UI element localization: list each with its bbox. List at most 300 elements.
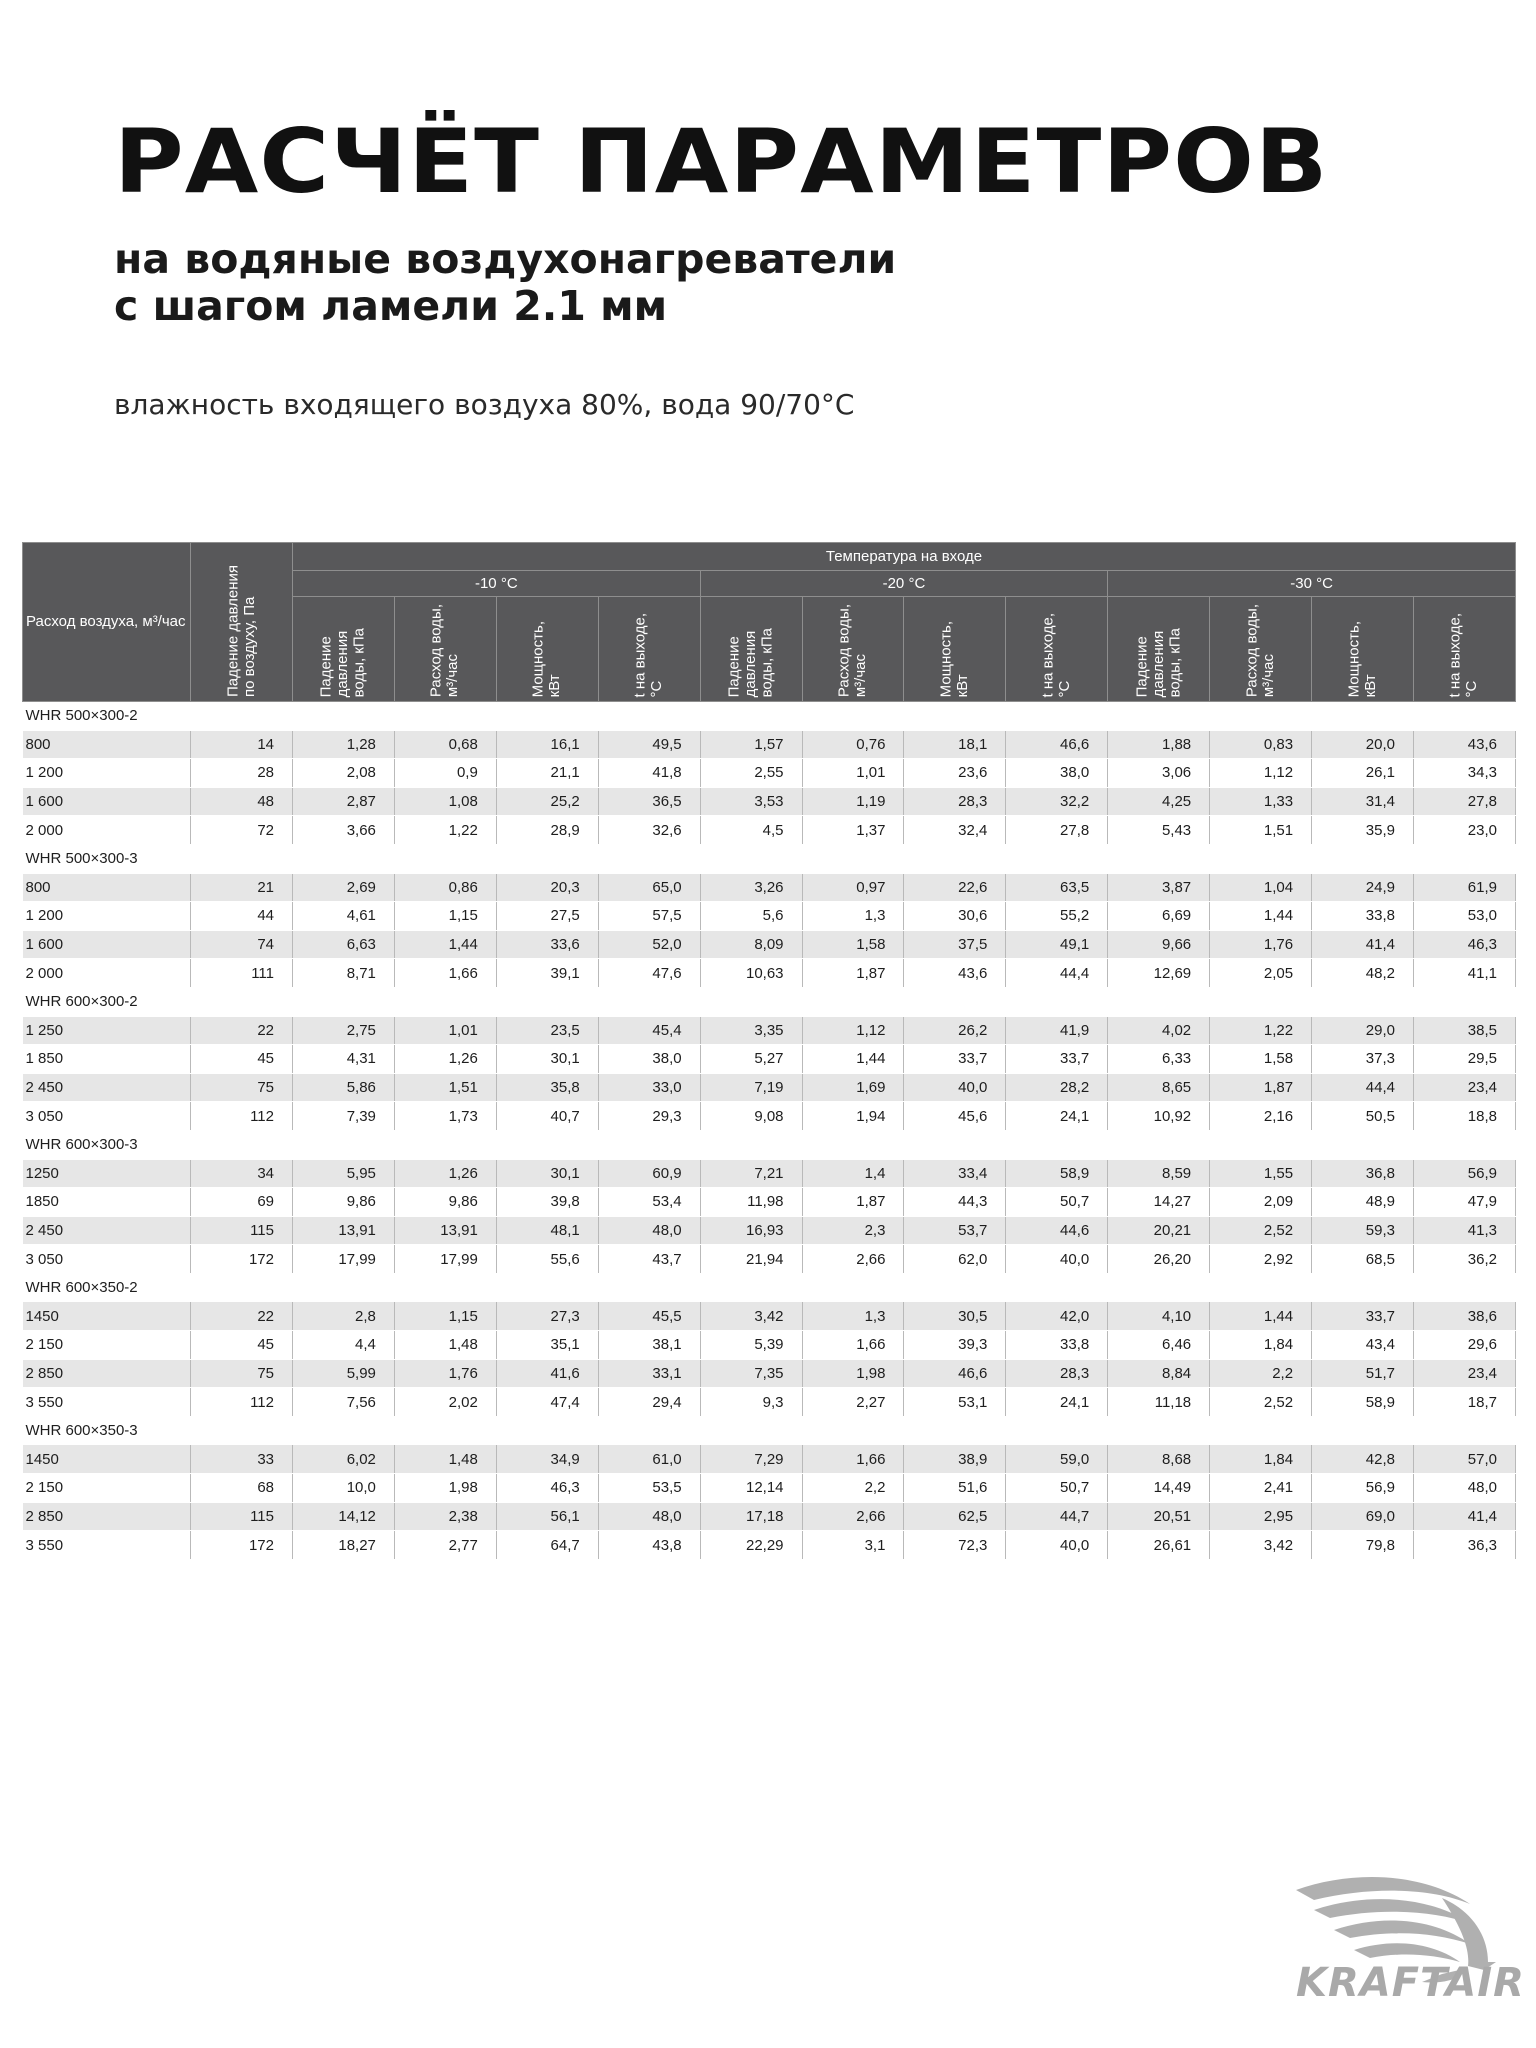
airflow-cell: 2 450 (23, 1073, 191, 1102)
value-cell: 72,3 (904, 1531, 1006, 1560)
sub-header-line: t на выходе, (1039, 612, 1057, 697)
value-cell: 0,83 (1210, 730, 1312, 759)
value-cell: 59,3 (1312, 1216, 1414, 1245)
value-cell: 2,77 (394, 1531, 496, 1560)
sub-header-line: °C (648, 680, 666, 697)
sub-header-line: воды, кПа (350, 627, 368, 697)
value-cell: 23,4 (1413, 1359, 1515, 1388)
value-cell: 62,5 (904, 1502, 1006, 1531)
value-cell: 24,9 (1312, 873, 1414, 902)
sub-header-line: Падение (317, 635, 335, 697)
value-cell: 44,4 (1006, 959, 1108, 988)
value-cell: 1,01 (394, 1016, 496, 1045)
model-name: WHR 600×300-3 (23, 1130, 1516, 1159)
value-cell: 75 (191, 1359, 293, 1388)
value-cell: 4,61 (293, 902, 395, 931)
value-cell: 63,5 (1006, 873, 1108, 902)
value-cell: 74 (191, 930, 293, 959)
value-cell: 33,7 (1006, 1045, 1108, 1074)
value-cell: 5,27 (700, 1045, 802, 1074)
value-cell: 2,2 (802, 1474, 904, 1503)
value-cell: 3,66 (293, 816, 395, 845)
value-cell: 6,69 (1108, 902, 1210, 931)
value-cell: 49,1 (1006, 930, 1108, 959)
airflow-cell: 2 450 (23, 1216, 191, 1245)
value-cell: 1,48 (394, 1331, 496, 1360)
value-cell: 45 (191, 1331, 293, 1360)
value-cell: 5,95 (293, 1159, 395, 1188)
header-power-minus-20 (904, 597, 1006, 702)
sub-header-line: м³/час (1259, 653, 1277, 697)
value-cell: 36,2 (1413, 1245, 1515, 1274)
page-subtitle (114, 236, 896, 330)
value-cell: 1,87 (802, 959, 904, 988)
value-cell: 39,1 (496, 959, 598, 988)
table-row (23, 1188, 1516, 1217)
airflow-cell: 1 250 (23, 1016, 191, 1045)
value-cell: 28,3 (904, 787, 1006, 816)
value-cell: 16,93 (700, 1216, 802, 1245)
value-cell: 2,66 (802, 1245, 904, 1274)
value-cell: 4,5 (700, 816, 802, 845)
model-name: WHR 500×300-3 (23, 844, 1516, 873)
value-cell: 6,63 (293, 930, 395, 959)
brand-logo-text: KRAFTAIR (1296, 1960, 1525, 2006)
airflow-cell: 2 850 (23, 1502, 191, 1531)
value-cell: 24,1 (1006, 1388, 1108, 1417)
value-cell: 48,1 (496, 1216, 598, 1245)
value-cell: 0,76 (802, 730, 904, 759)
sub-header-line: °C (1055, 680, 1073, 697)
value-cell: 8,09 (700, 930, 802, 959)
sub-header-line: кВт (1361, 674, 1379, 697)
value-cell: 25,2 (496, 787, 598, 816)
value-cell: 1,44 (802, 1045, 904, 1074)
header-water-pressure-drop-minus-20 (700, 597, 802, 702)
header-temp-minus-10: -10 °C (293, 571, 701, 597)
value-cell: 10,63 (700, 959, 802, 988)
value-cell: 50,7 (1006, 1188, 1108, 1217)
value-cell: 1,73 (394, 1102, 496, 1131)
value-cell: 1,58 (1210, 1045, 1312, 1074)
value-cell: 41,1 (1413, 959, 1515, 988)
value-cell: 46,6 (1006, 730, 1108, 759)
value-cell: 11,98 (700, 1188, 802, 1217)
value-cell: 3,06 (1108, 759, 1210, 788)
model-group-row (23, 987, 1516, 1016)
value-cell: 2,41 (1210, 1474, 1312, 1503)
value-cell: 61,9 (1413, 873, 1515, 902)
value-cell: 1,4 (802, 1159, 904, 1188)
header-air-pressure-drop-line-1: Падение давления (224, 565, 241, 697)
value-cell: 14,49 (1108, 1474, 1210, 1503)
value-cell: 111 (191, 959, 293, 988)
value-cell: 38,9 (904, 1445, 1006, 1474)
value-cell: 33,4 (904, 1159, 1006, 1188)
value-cell: 9,86 (394, 1188, 496, 1217)
table-row (23, 1045, 1516, 1074)
subtitle-line-2: с шагом ламели 2.1 мм (114, 282, 668, 331)
value-cell: 7,19 (700, 1073, 802, 1102)
airflow-cell: 800 (23, 730, 191, 759)
value-cell: 32,2 (1006, 787, 1108, 816)
value-cell: 68,5 (1312, 1245, 1414, 1274)
value-cell: 40,0 (1006, 1245, 1108, 1274)
value-cell: 7,29 (700, 1445, 802, 1474)
value-cell: 48,0 (598, 1216, 700, 1245)
value-cell: 4,31 (293, 1045, 395, 1074)
value-cell: 44,6 (1006, 1216, 1108, 1245)
airflow-cell: 1450 (23, 1445, 191, 1474)
value-cell: 69 (191, 1188, 293, 1217)
header-power-minus-30 (1312, 597, 1414, 702)
value-cell: 4,25 (1108, 787, 1210, 816)
table-row (23, 1474, 1516, 1503)
value-cell: 8,65 (1108, 1073, 1210, 1102)
value-cell: 1,66 (802, 1445, 904, 1474)
value-cell: 20,21 (1108, 1216, 1210, 1245)
value-cell: 1,87 (1210, 1073, 1312, 1102)
value-cell: 1,3 (802, 1302, 904, 1331)
airflow-cell: 2 150 (23, 1331, 191, 1360)
header-temp-minus-30: -30 °C (1108, 571, 1516, 597)
value-cell: 1,98 (802, 1359, 904, 1388)
value-cell: 57,5 (598, 902, 700, 931)
subtitle-line-1: на водяные воздухонагреватели (114, 235, 897, 283)
value-cell: 48,2 (1312, 959, 1414, 988)
value-cell: 38,0 (1006, 759, 1108, 788)
value-cell: 9,86 (293, 1188, 395, 1217)
value-cell: 29,5 (1413, 1045, 1515, 1074)
value-cell: 33,8 (1006, 1331, 1108, 1360)
value-cell: 2,69 (293, 873, 395, 902)
value-cell: 30,5 (904, 1302, 1006, 1331)
table-row (23, 1331, 1516, 1360)
airflow-cell: 2 850 (23, 1359, 191, 1388)
sub-header-line: °C (1463, 680, 1481, 697)
value-cell: 4,4 (293, 1331, 395, 1360)
page-title: РАСЧЁТ ПАРАМЕТРОВ (114, 110, 1329, 213)
value-cell: 6,33 (1108, 1045, 1210, 1074)
value-cell: 69,0 (1312, 1502, 1414, 1531)
table-row (23, 1245, 1516, 1274)
sub-header-line: Расход воды, (427, 603, 445, 697)
sub-header-line: кВт (953, 674, 971, 697)
value-cell: 3,42 (700, 1302, 802, 1331)
value-cell: 2,3 (802, 1216, 904, 1245)
value-cell: 26,1 (1312, 759, 1414, 788)
value-cell: 33,6 (496, 930, 598, 959)
value-cell: 41,8 (598, 759, 700, 788)
table-row (23, 959, 1516, 988)
value-cell: 29,4 (598, 1388, 700, 1417)
value-cell: 38,0 (598, 1045, 700, 1074)
value-cell: 2,38 (394, 1502, 496, 1531)
airflow-cell: 2 000 (23, 959, 191, 988)
value-cell: 4,10 (1108, 1302, 1210, 1331)
value-cell: 1,04 (1210, 873, 1312, 902)
conditions-note: влажность входящего воздуха 80%, вода 90/70°C (114, 388, 855, 421)
model-name: WHR 600×300-2 (23, 987, 1516, 1016)
value-cell: 45,5 (598, 1302, 700, 1331)
value-cell: 34,3 (1413, 759, 1515, 788)
airflow-cell: 800 (23, 873, 191, 902)
value-cell: 41,4 (1413, 1502, 1515, 1531)
model-name: WHR 500×300-2 (23, 702, 1516, 731)
value-cell: 72 (191, 816, 293, 845)
value-cell: 13,91 (394, 1216, 496, 1245)
airflow-cell: 3 050 (23, 1245, 191, 1274)
airflow-cell: 1 600 (23, 930, 191, 959)
value-cell: 44 (191, 902, 293, 931)
value-cell: 42,8 (1312, 1445, 1414, 1474)
value-cell: 2,92 (1210, 1245, 1312, 1274)
value-cell: 48 (191, 787, 293, 816)
value-cell: 38,6 (1413, 1302, 1515, 1331)
value-cell: 18,27 (293, 1531, 395, 1560)
value-cell: 112 (191, 1102, 293, 1131)
value-cell: 43,4 (1312, 1331, 1414, 1360)
value-cell: 3,87 (1108, 873, 1210, 902)
value-cell: 27,5 (496, 902, 598, 931)
value-cell: 2,66 (802, 1502, 904, 1531)
value-cell: 14,12 (293, 1502, 395, 1531)
value-cell: 3,53 (700, 787, 802, 816)
value-cell: 43,6 (904, 959, 1006, 988)
value-cell: 33,7 (1312, 1302, 1414, 1331)
table-row (23, 902, 1516, 931)
value-cell: 6,02 (293, 1445, 395, 1474)
value-cell: 1,37 (802, 816, 904, 845)
airflow-cell: 1 600 (23, 787, 191, 816)
value-cell: 1,08 (394, 787, 496, 816)
value-cell: 30,1 (496, 1159, 598, 1188)
value-cell: 58,9 (1312, 1388, 1414, 1417)
airflow-cell: 3 050 (23, 1102, 191, 1131)
parameters-table (22, 542, 1516, 1560)
sub-header-line: воды, кПа (1165, 627, 1183, 697)
value-cell: 2,8 (293, 1302, 395, 1331)
header-water-flow-minus-10 (394, 597, 496, 702)
airflow-cell: 2 000 (23, 816, 191, 845)
value-cell: 52,0 (598, 930, 700, 959)
value-cell: 48,0 (598, 1502, 700, 1531)
value-cell: 56,9 (1413, 1159, 1515, 1188)
value-cell: 9,3 (700, 1388, 802, 1417)
value-cell: 21,1 (496, 759, 598, 788)
value-cell: 172 (191, 1245, 293, 1274)
value-cell: 0,86 (394, 873, 496, 902)
value-cell: 2,87 (293, 787, 395, 816)
value-cell: 34,9 (496, 1445, 598, 1474)
sub-header-line: Мощность, (937, 620, 955, 697)
table-row (23, 1159, 1516, 1188)
value-cell: 12,14 (700, 1474, 802, 1503)
value-cell: 55,2 (1006, 902, 1108, 931)
value-cell: 17,18 (700, 1502, 802, 1531)
header-power-minus-10 (496, 597, 598, 702)
value-cell: 1,15 (394, 1302, 496, 1331)
value-cell: 43,8 (598, 1531, 700, 1560)
sub-header-line: t на выходе, (1446, 612, 1464, 697)
value-cell: 53,1 (904, 1388, 1006, 1417)
value-cell: 43,6 (1413, 730, 1515, 759)
value-cell: 23,5 (496, 1016, 598, 1045)
value-cell: 2,05 (1210, 959, 1312, 988)
value-cell: 1,12 (802, 1016, 904, 1045)
value-cell: 35,1 (496, 1331, 598, 1360)
value-cell: 48,0 (1413, 1474, 1515, 1503)
value-cell: 21 (191, 873, 293, 902)
value-cell: 8,68 (1108, 1445, 1210, 1474)
value-cell: 32,4 (904, 816, 1006, 845)
value-cell: 5,43 (1108, 816, 1210, 845)
value-cell: 1,76 (394, 1359, 496, 1388)
value-cell: 59,0 (1006, 1445, 1108, 1474)
value-cell: 4,02 (1108, 1016, 1210, 1045)
value-cell: 34 (191, 1159, 293, 1188)
value-cell: 1,44 (1210, 1302, 1312, 1331)
model-name: WHR 600×350-3 (23, 1416, 1516, 1445)
value-cell: 2,95 (1210, 1502, 1312, 1531)
header-inlet-temperature: Температура на входе (293, 543, 1516, 571)
table-row (23, 816, 1516, 845)
value-cell: 10,0 (293, 1474, 395, 1503)
value-cell: 1,48 (394, 1445, 496, 1474)
value-cell: 1,51 (394, 1073, 496, 1102)
value-cell: 50,5 (1312, 1102, 1414, 1131)
value-cell: 1,66 (394, 959, 496, 988)
value-cell: 53,0 (1413, 902, 1515, 931)
value-cell: 56,9 (1312, 1474, 1414, 1503)
value-cell: 37,5 (904, 930, 1006, 959)
value-cell: 9,08 (700, 1102, 802, 1131)
value-cell: 44,3 (904, 1188, 1006, 1217)
value-cell: 7,21 (700, 1159, 802, 1188)
value-cell: 0,97 (802, 873, 904, 902)
airflow-cell: 1 850 (23, 1045, 191, 1074)
value-cell: 2,55 (700, 759, 802, 788)
header-air-pressure-drop-line-2: по воздуху, Па (240, 596, 258, 697)
header-water-pressure-drop-minus-10 (293, 597, 395, 702)
value-cell: 60,9 (598, 1159, 700, 1188)
value-cell: 58,9 (1006, 1159, 1108, 1188)
value-cell: 27,3 (496, 1302, 598, 1331)
value-cell: 39,8 (496, 1188, 598, 1217)
value-cell: 23,6 (904, 759, 1006, 788)
value-cell: 2,16 (1210, 1102, 1312, 1131)
value-cell: 68 (191, 1474, 293, 1503)
sub-header-line: Мощность, (529, 620, 547, 697)
value-cell: 53,7 (904, 1216, 1006, 1245)
header-temp-minus-20: -20 °C (700, 571, 1108, 597)
value-cell: 61,0 (598, 1445, 700, 1474)
value-cell: 37,3 (1312, 1045, 1414, 1074)
value-cell: 41,6 (496, 1359, 598, 1388)
value-cell: 1,84 (1210, 1445, 1312, 1474)
value-cell: 20,0 (1312, 730, 1414, 759)
value-cell: 115 (191, 1216, 293, 1245)
table-row (23, 787, 1516, 816)
value-cell: 50,7 (1006, 1474, 1108, 1503)
value-cell: 1,15 (394, 902, 496, 931)
value-cell: 31,4 (1312, 787, 1414, 816)
value-cell: 112 (191, 1388, 293, 1417)
value-cell: 115 (191, 1502, 293, 1531)
value-cell: 35,8 (496, 1073, 598, 1102)
value-cell: 32,6 (598, 816, 700, 845)
value-cell: 1,98 (394, 1474, 496, 1503)
table-body (23, 702, 1516, 1560)
sub-header-line: кВт (546, 674, 564, 697)
header-outlet-temp-minus-30 (1413, 597, 1515, 702)
sub-header-line: Расход воды, (1243, 603, 1261, 697)
airflow-cell: 1 200 (23, 902, 191, 931)
value-cell: 0,9 (394, 759, 496, 788)
value-cell: 24,1 (1006, 1102, 1108, 1131)
value-cell: 1,57 (700, 730, 802, 759)
value-cell: 38,5 (1413, 1016, 1515, 1045)
value-cell: 1,44 (1210, 902, 1312, 931)
sub-header-line: Расход воды, (835, 603, 853, 697)
value-cell: 62,0 (904, 1245, 1006, 1274)
value-cell: 51,6 (904, 1474, 1006, 1503)
airflow-cell: 1450 (23, 1302, 191, 1331)
value-cell: 75 (191, 1073, 293, 1102)
sub-header-line: Мощность, (1345, 620, 1363, 697)
airflow-cell: 2 150 (23, 1474, 191, 1503)
header-airflow: Расход воздуха, м³/час (23, 543, 191, 702)
value-cell: 2,02 (394, 1388, 496, 1417)
value-cell: 79,8 (1312, 1531, 1414, 1560)
value-cell: 65,0 (598, 873, 700, 902)
value-cell: 57,0 (1413, 1445, 1515, 1474)
value-cell: 28,3 (1006, 1359, 1108, 1388)
value-cell: 46,3 (496, 1474, 598, 1503)
value-cell: 41,4 (1312, 930, 1414, 959)
value-cell: 1,94 (802, 1102, 904, 1131)
value-cell: 40,7 (496, 1102, 598, 1131)
value-cell: 14,27 (1108, 1188, 1210, 1217)
table-row (23, 873, 1516, 902)
value-cell: 22 (191, 1302, 293, 1331)
value-cell: 22 (191, 1016, 293, 1045)
sub-header-line: м³/час (444, 653, 462, 697)
table-row (23, 759, 1516, 788)
header-air-pressure-drop (191, 543, 293, 702)
value-cell: 17,99 (394, 1245, 496, 1274)
value-cell: 1,84 (1210, 1331, 1312, 1360)
value-cell: 27,8 (1413, 787, 1515, 816)
value-cell: 7,35 (700, 1359, 802, 1388)
value-cell: 20,51 (1108, 1502, 1210, 1531)
value-cell: 49,5 (598, 730, 700, 759)
value-cell: 1,3 (802, 902, 904, 931)
sub-header-line: t на выходе, (631, 612, 649, 697)
value-cell: 47,4 (496, 1388, 598, 1417)
value-cell: 8,59 (1108, 1159, 1210, 1188)
value-cell: 3,42 (1210, 1531, 1312, 1560)
value-cell: 35,9 (1312, 816, 1414, 845)
value-cell: 11,18 (1108, 1388, 1210, 1417)
table-row (23, 1073, 1516, 1102)
sub-header-line: Падение (1132, 635, 1150, 697)
sub-header-line: давления (334, 630, 352, 697)
value-cell: 7,56 (293, 1388, 395, 1417)
table-row (23, 1502, 1516, 1531)
value-cell: 1,66 (802, 1331, 904, 1360)
value-cell: 33,7 (904, 1045, 1006, 1074)
